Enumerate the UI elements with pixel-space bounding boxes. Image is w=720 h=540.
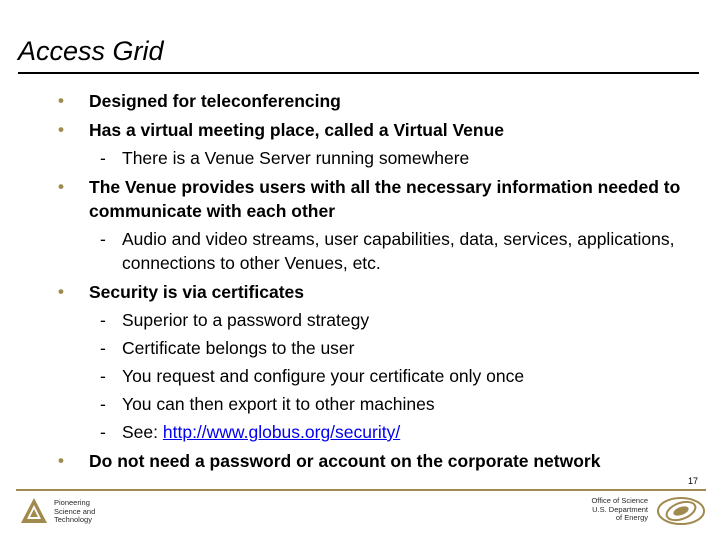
sub-item-text: Certificate belongs to the user (122, 338, 355, 358)
sub-item (89, 364, 698, 392)
sub-list (89, 227, 698, 279)
sub-list (89, 146, 698, 174)
dash-icon: - (100, 310, 106, 330)
bullet-item (58, 448, 698, 477)
bullet-list (58, 88, 698, 477)
dash-icon: - (100, 229, 106, 249)
bullet-icon: • (58, 120, 64, 139)
sub-item (89, 392, 698, 420)
sub-item-text: Audio and video streams, user capabilities, data, services, applications, connections to other Venues, etc. (122, 229, 675, 273)
title-divider (18, 72, 699, 74)
dash-icon: - (100, 422, 106, 442)
bullet-item (58, 279, 698, 448)
dash-icon: - (100, 338, 106, 358)
dash-icon: - (100, 394, 106, 414)
sub-item (89, 146, 698, 174)
bullet-item (58, 117, 698, 174)
bullet-text: Has a virtual meeting place, called a Virtual Venue (89, 120, 504, 140)
footer-office (591, 497, 648, 523)
dash-icon: - (100, 148, 106, 168)
footer-tagline (54, 499, 95, 525)
bullet-text: The Venue provides users with all the necessary information needed to communicate with each other (89, 177, 681, 221)
slide-number: 17 (687, 476, 698, 486)
sub-item-text: Superior to a password strategy (122, 310, 370, 330)
sub-item-text: You request and configure your certificate only once (122, 366, 525, 386)
dash-icon: - (100, 366, 106, 386)
bullet-item (58, 174, 698, 279)
footer-office-line: of Energy (615, 513, 648, 522)
bullet-item (58, 88, 698, 117)
footer-divider (16, 489, 706, 491)
sub-item-text: There is a Venue Server running somewhere (122, 148, 470, 168)
globus-security-link[interactable]: http://www.globus.org/security/ (162, 422, 401, 442)
footer-tagline-line: Technology (54, 515, 92, 524)
bullet-text: Security is via certificates (89, 282, 304, 302)
sub-item-text: You can then export it to other machines (122, 394, 435, 414)
sub-list (89, 308, 698, 448)
bullet-text: Designed for teleconferencing (89, 91, 341, 111)
slide-title: Access Grid (18, 36, 164, 66)
sub-item (89, 227, 698, 279)
footer-tagline-line: Pioneering (54, 498, 90, 507)
sub-item (89, 420, 698, 448)
doe-lab-logo-icon (20, 497, 48, 525)
sub-item (89, 308, 698, 336)
footer-tagline-line: Science and (54, 506, 96, 516)
see-prefix: See: (122, 422, 163, 442)
footer-office-line: U.S. Department (592, 504, 648, 514)
sub-item (89, 336, 698, 364)
bullet-icon: • (58, 282, 64, 301)
bullet-icon: • (58, 177, 64, 196)
office-of-science-logo-icon (656, 496, 706, 526)
bullet-text: Do not need a password or account on the corporate network (89, 451, 601, 471)
bullet-icon: • (58, 91, 64, 110)
footer-office-line: Office of Science (591, 496, 648, 505)
bullet-icon: • (58, 451, 64, 470)
